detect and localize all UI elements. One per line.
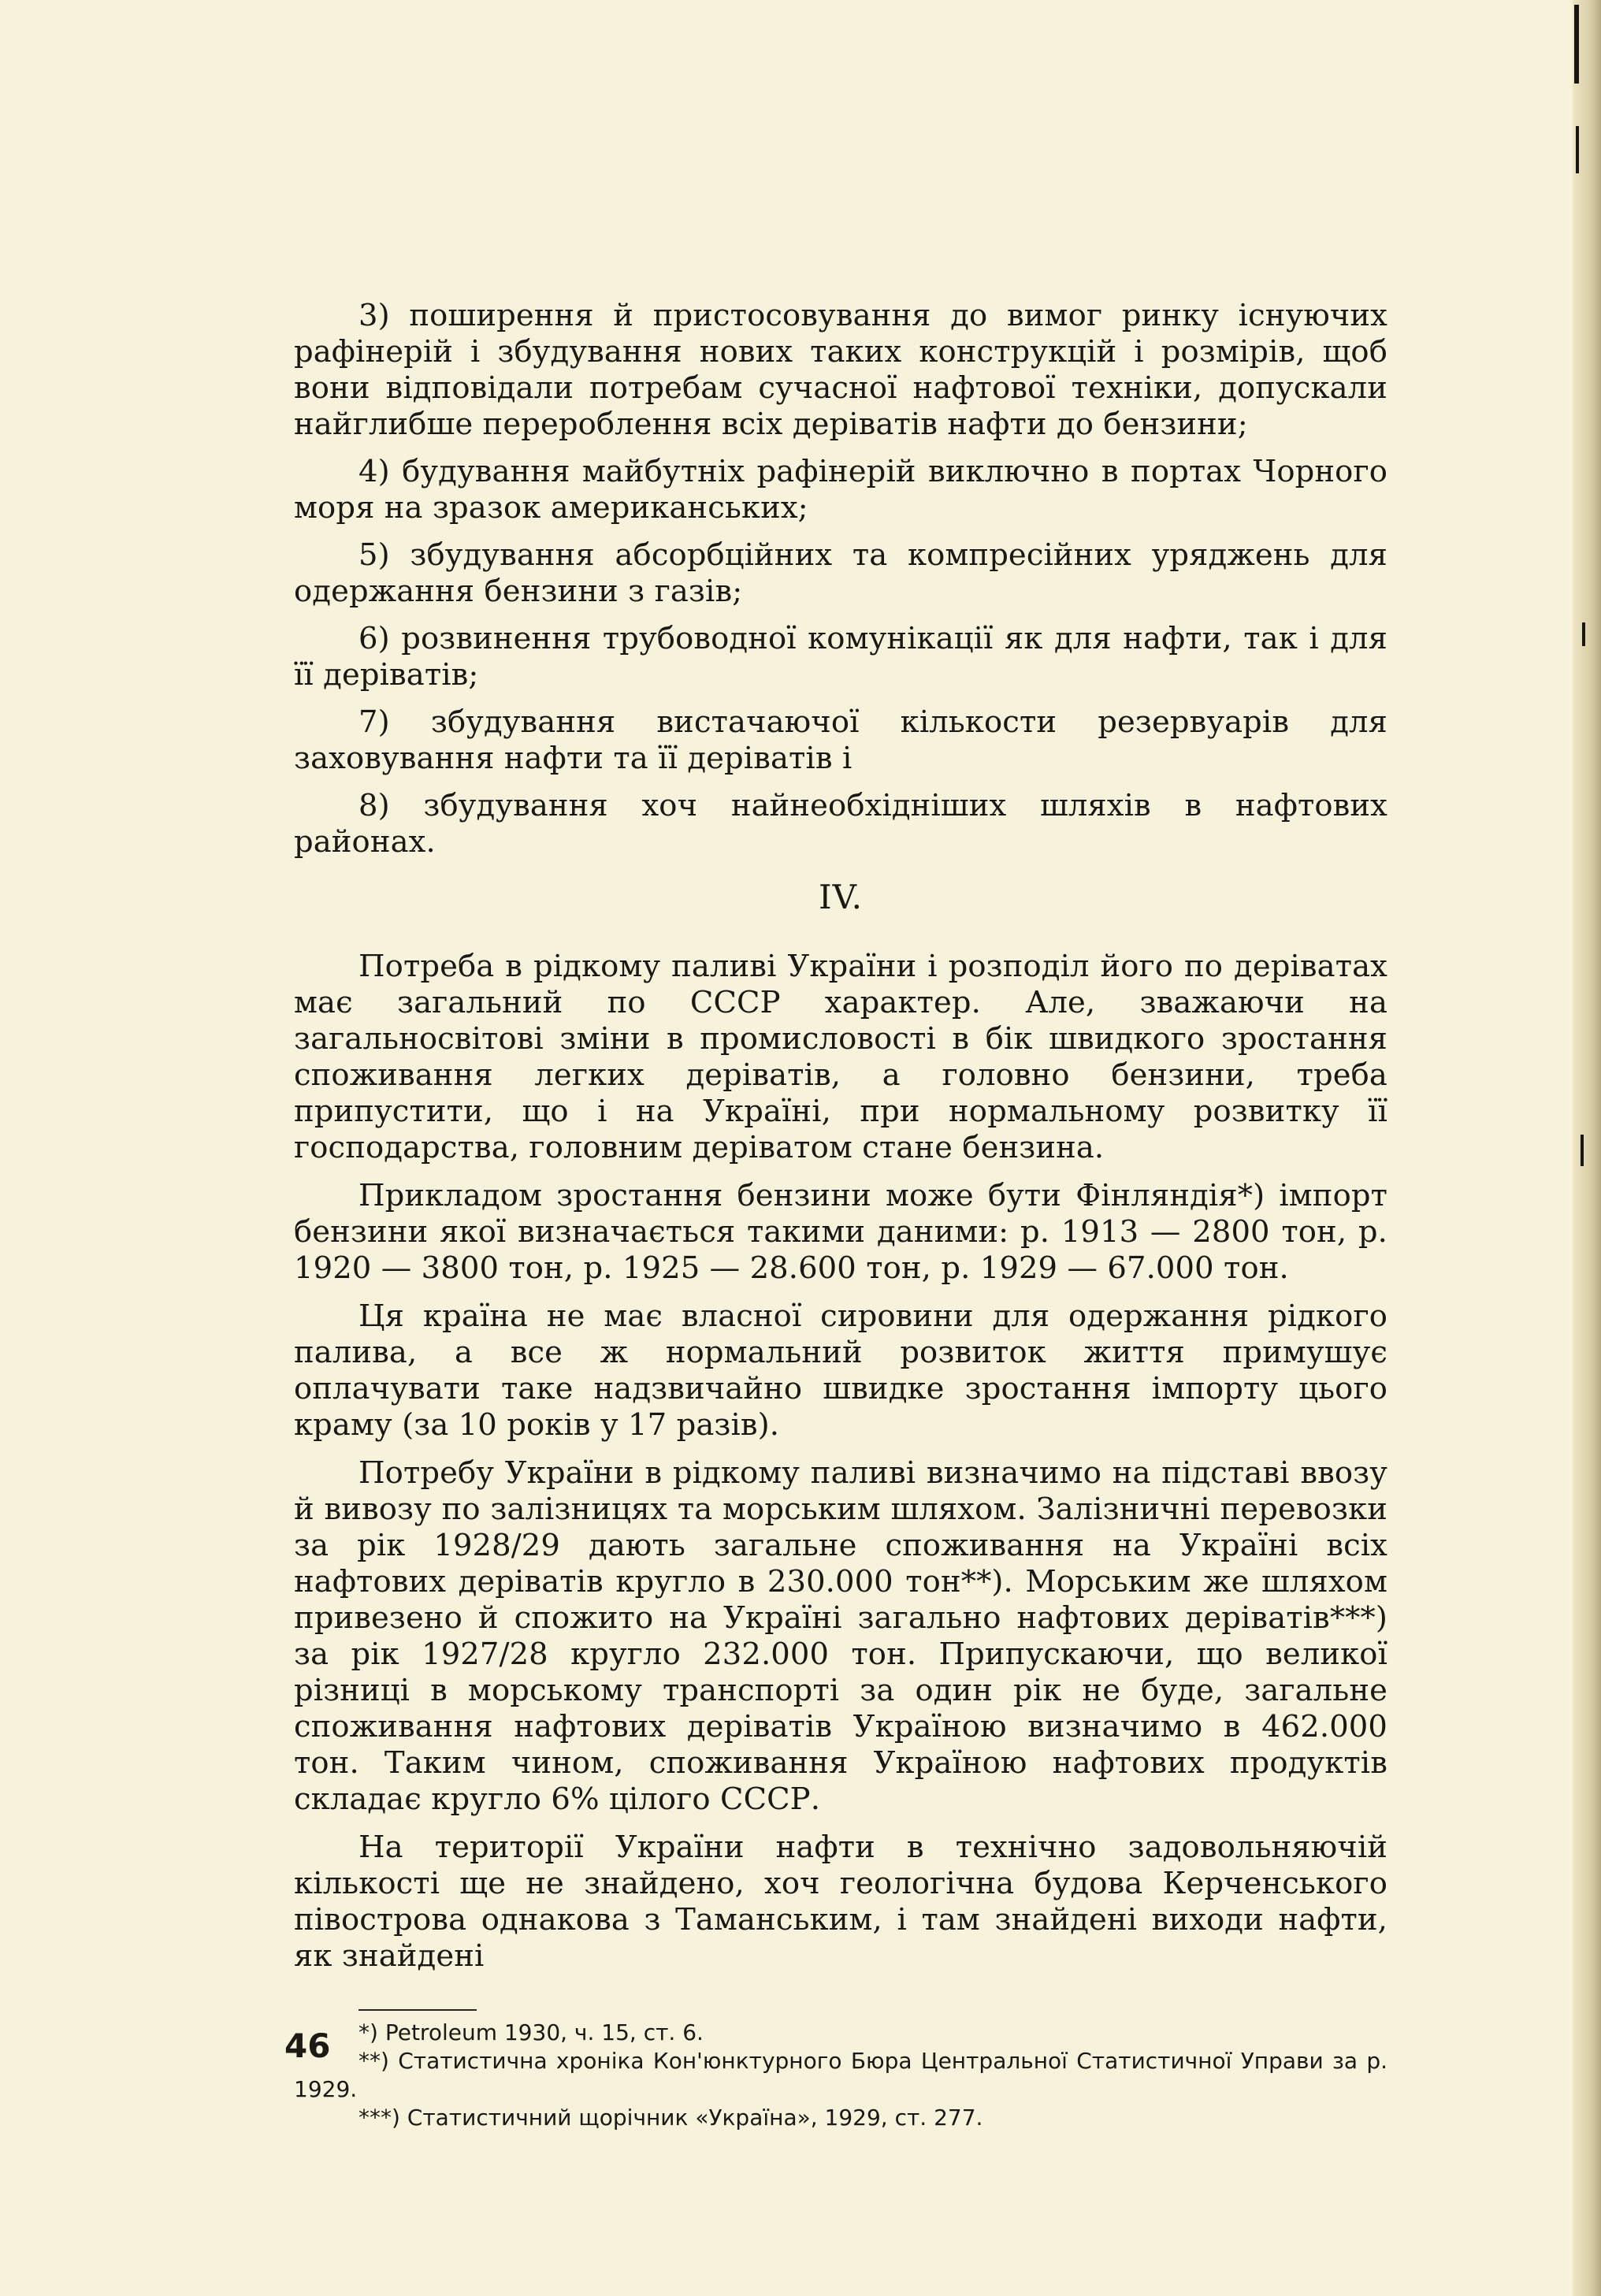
footnote: **) Статистична хроніка Кон'юнктурного Бюра Центральної Статистичної Управи за р. 1929.	[294, 2048, 1387, 2102]
body-paragraph: Прикладом зростання бензини може бути Фінляндія*) імпорт бензини якої визначається такими даними: р. 1913 — 2800 тон, р. 1920 — 3800 тон, р. 1925 — 28.600 тон, р. 1929 — 67.000 тон.	[294, 1178, 1387, 1286]
footnote: *) Petroleum 1930, ч. 15, ст. 6.	[358, 2019, 704, 2045]
body-paragraph: Потреба в рідкому паливі України і розподіл його по деріватах має загальний по СССР характер. Але, зважаючи на загальносвітові зміни в промисловості в бік швидкого зростання споживання легких деріватів, а головно бензини, треба припустити, що і на Україні, при нормальному розвитку її господарства, головним деріватом стане бензина.	[294, 949, 1387, 1165]
list-item-5: 5) збудування абсорбційних та компресійних уряджень для одержання бензини з газів;	[294, 537, 1387, 609]
list-item-4: 4) будування майбутніх рафінерій виключно в портах Чорного моря на зразок американських;	[294, 454, 1387, 526]
body-paragraph: На території України нафти в технічно задовольняючій кількості ще не знайдено, хоч геологічна будова Керченського півострова однакова з Таманським, і там знайдені виходи нафти, як знайдені	[294, 1830, 1387, 1974]
list-item-6: 6) розвинення трубоводної комунікації як для нафти, так і для її деріватів;	[294, 621, 1387, 693]
footnote: ***) Статистичний щорічник «Україна», 1929, ст. 277.	[358, 2105, 983, 2131]
body-paragraph: Ця країна не має власної сировини для одержання рідкого палива, а все ж нормальний розвиток життя примушує оплачувати таке надзвичайно швидке зростання імпорту цього краму (за 10 років у 17 разів).	[294, 1298, 1387, 1443]
edge-binding-mark	[1574, 5, 1579, 84]
page-number: 46	[284, 2027, 331, 2065]
edge-binding-mark	[1582, 622, 1585, 646]
edge-binding-mark	[1581, 1135, 1584, 1166]
section-heading: IV.	[819, 878, 863, 916]
footnote-divider	[358, 2009, 477, 2011]
edge-binding-mark	[1576, 126, 1579, 173]
page-content	[294, 298, 1387, 2132]
body-paragraph: Потребу України в рідкому паливі визначимо на підставі ввозу й вивозу по залізницях та морським шляхом. Залізничні перевозки за рік 1928/29 дають загальне споживання на Україні всіх нафтових деріватів кругло в 230.000 тон**). Морським же шляхом привезено й спожито на Україні загально нафтових деріватів***) за рік 1927/28 кругло 232.000 тон. Припускаючи, що великої різниці в морському транспорті за один рік не буде, загальне споживання нафтових деріватів Україною визначимо в 462.000 тон. Таким чином, споживання Україною нафтових продуктів складає кругло 6% цілого СССР.	[294, 1455, 1387, 1817]
page-edge-shadow	[1573, 0, 1601, 2296]
list-item-8: 8) збудування хоч найнеобхідніших шляхів в нафтових районах.	[294, 788, 1387, 860]
list-item-7: 7) збудування вистачаючої кількости резервуарів для заховування нафти та її деріватів і	[294, 704, 1387, 776]
footnotes	[294, 2019, 1387, 2132]
list-item-3: 3) поширення й пристосовування до вимог ринку існуючих рафінерій і збудування нових таких конструкцій і розмірів, щоб вони відповідали потребам сучасної нафтової техніки, допускали найглибше перероблення всіх деріватів нафти до бензини;	[294, 298, 1387, 442]
